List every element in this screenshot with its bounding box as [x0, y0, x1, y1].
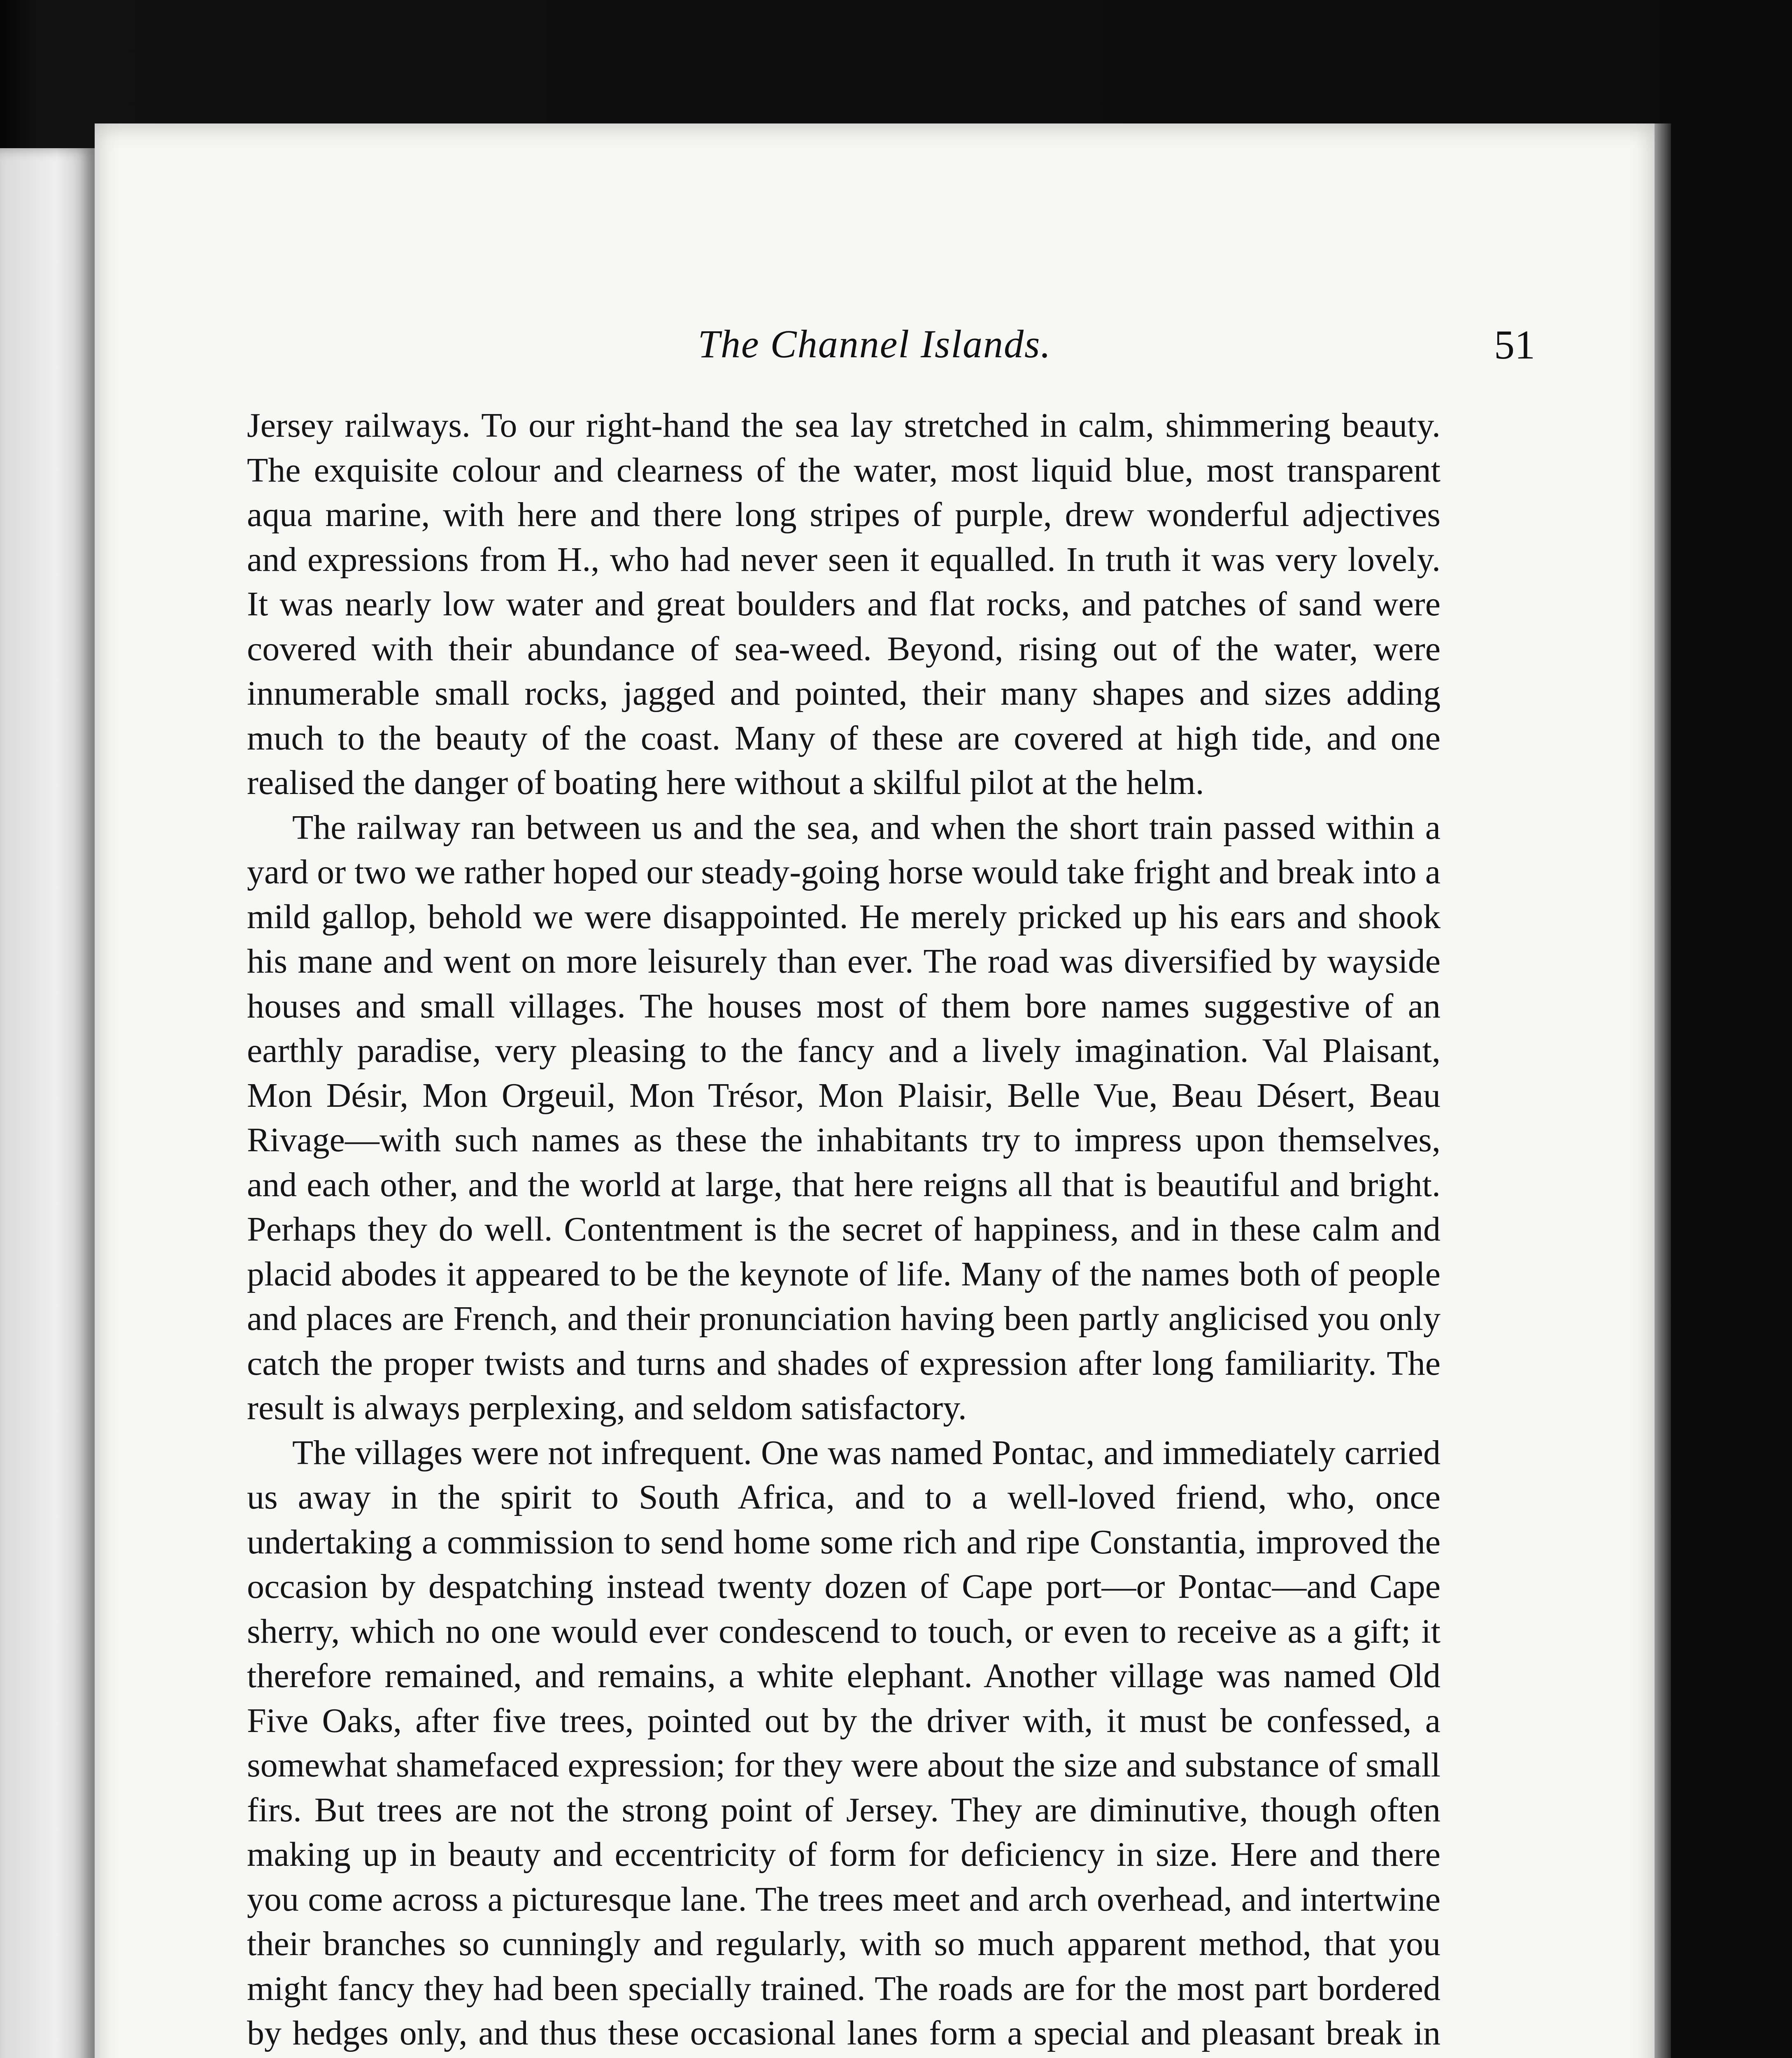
paragraph-3: The villages were not infrequent. One was named Pontac, and immediately carried us away in the spirit to South Africa, and to a well-loved friend, who, once undertaking a commission to send home some rich and ripe Constantia, improved the occasion by despatching instead twenty dozen of Cape port—or Pontac—and Cape sherry, which no one would ever condescend to touch, or even to receive as a gift; it therefore remained, and remains, a white elephant. Another village was named Old Five Oaks, after five trees, pointed out by the driver with, it must be confessed, a somewhat shamefaced expression; for they were about the size and substance of small firs. But trees are not the strong point of Jersey. They are diminutive, though often making up in beauty and eccentricity of form for deficiency in size. Here and there you come across a picturesque lane. The trees meet and arch overhead, and intertwine their branches so cunningly and regularly, with so much apparent method, that you might fancy they had been specially trained. The roads are for the most part bordered by hedges only, and thus these occasional lanes form a special and pleasant break in — [247, 1433, 1441, 2052]
paragraph-2: The railway ran between us and the sea, and when the short train passed within a yard or two we rather hoped our steady-going horse would take fright and break into a mild gallop, behold we were disappointed. He merely pricked up his ears and shook his mane and went on more leisurely than ever. The road was diversified by wayside houses and small villages. The houses most of them bore names suggestive of an earthly paradise, very pleasing to the fancy and a lively imagination. Val Plaisant, Mon Désir, Mon Orgeuil, Mon Trésor, Mon Plaisir, Belle Vue, Beau Désert, Beau Rivage—with such names as these the inhabitants try to impress upon themselves, and each other, and the world at large, that here reigns all that is beautiful and bright. Perhaps they do well. Contentment is the secret of happiness, and in these calm and placid abodes it appeared to be the keynote of life. Many of the names both of people and places are French, and their pronunciation having been partly anglicised you only catch the proper twists and turns and shades of expression after long familiarity. The result is always perplexing, and seldom satisfactory. — [247, 808, 1441, 1427]
page-right-edge — [1655, 123, 1671, 2058]
running-title: The Channel Islands. — [698, 322, 1052, 366]
paragraph-1: Jersey railways. To our right-hand the sea lay stretched in calm, shimmering beauty. The exquisite colour and clearness of the water, most liquid blue, most transparent aqua marine, with here and there long stripes of purple, drew wonderful adjectives and expressions from H., who had never seen it equalled. In truth it was very lovely. It was nearly low water and great boulders and flat rocks, and patches of sand were covered with their abundance of sea-weed. Beyond, rising out of the water, were innumerable small rocks, jagged and pointed, their many shapes and sizes adding much to the beauty of the coast. Many of these are covered at high tide, and one realised the danger of boating here without a skilful pilot at the helm. — [247, 406, 1441, 802]
page-number: 51 — [1494, 322, 1535, 368]
left-page-edge — [0, 148, 95, 2058]
body-text — [247, 403, 1441, 2058]
book-page — [95, 123, 1655, 2058]
